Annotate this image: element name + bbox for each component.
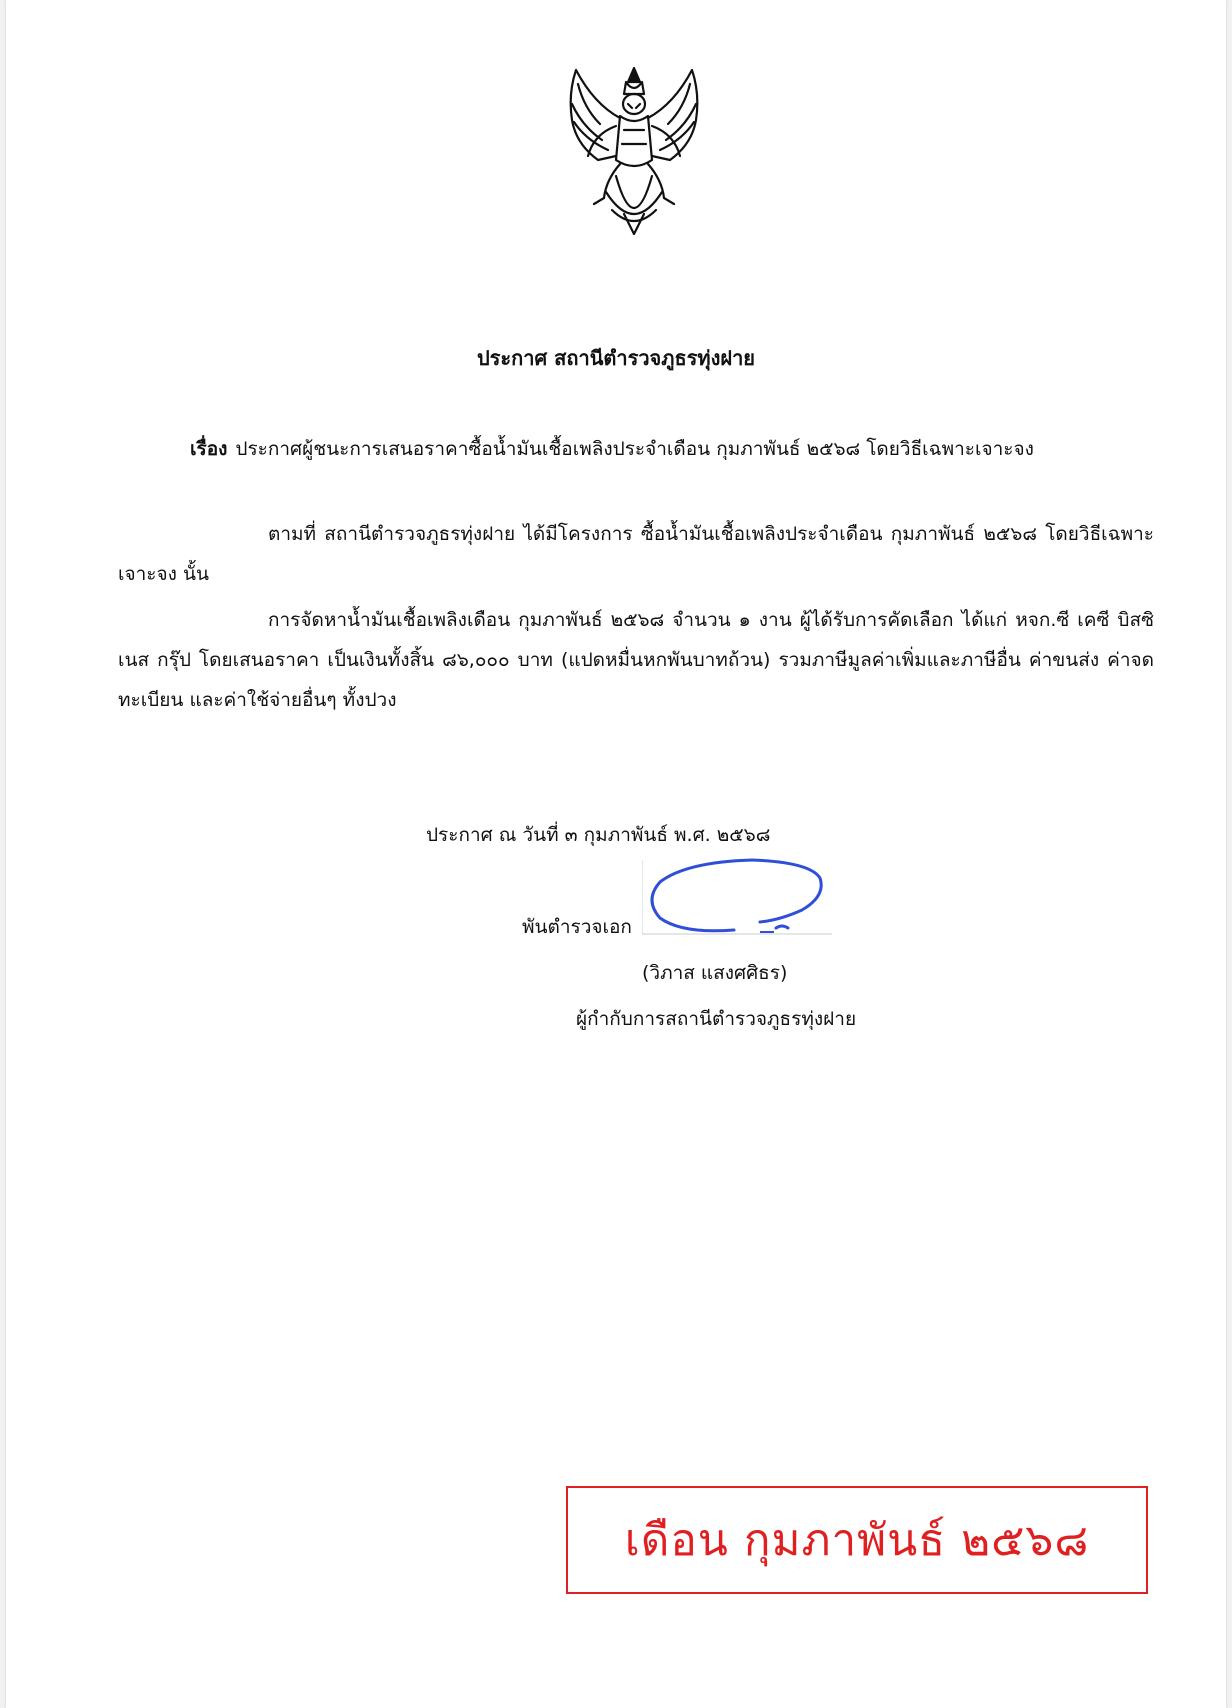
signer-name: (วิภาส แสงศศิธร) — [642, 962, 788, 984]
announcement-title: ประกาศ สถานีตำรวจภูธรทุ่งฝาย — [476, 346, 756, 370]
document-page — [6, 0, 1226, 1708]
subject-text: ประกาศผู้ชนะการเสนอราคาซื้อน้ำมันเชื้อเพลิงประจำเดือน กุมภาพันธ์ ๒๕๖๘ โดยวิธีเฉพาะเจาะจง — [235, 438, 1034, 460]
announcement-date: ประกาศ ณ วันที่ ๓ กุมภาพันธ์ พ.ศ. ๒๕๖๘ — [426, 824, 771, 846]
subject-line — [190, 434, 1034, 464]
month-stamp — [566, 1486, 1148, 1594]
subject-label: เรื่อง — [190, 438, 228, 460]
month-stamp-text: เดือน กุมภาพันธ์ ๒๕๖๘ — [624, 1515, 1090, 1566]
body-paragraph-2 — [118, 600, 1154, 720]
signer-rank: พันตำรวจเอก — [522, 916, 632, 938]
handwritten-signature — [642, 856, 842, 936]
garuda-emblem-icon — [554, 64, 714, 240]
signer-position: ผู้กำกับการสถานีตำรวจภูธรทุ่งฝาย — [576, 1008, 857, 1030]
body-paragraph-1 — [118, 514, 1154, 594]
paragraph-1-text: ตามที่ สถานีตำรวจภูธรทุ่งฝาย ได้มีโครงการ ซื้อน้ำมันเชื้อเพลิงประจำเดือน กุมภาพันธ์ ๒๕๖๘ โดยวิธีเฉพาะเจาะจง นั้น — [118, 523, 1154, 585]
paragraph-2-text: การจัดหาน้ำมันเชื้อเพลิงเดือน กุมภาพันธ์ ๒๕๖๘ จำนวน ๑ งาน ผู้ได้รับการคัดเลือก ได้แก่ หจก.ซี เคซี บิสซิเนส กรุ๊ป โดยเสนอราคา เป็นเงินทั้งสิ้น ๘๖,๐๐๐ บาท (แปดหมื่นหกพันบาทถ้วน) รวมภาษีมูลค่าเพิ่มและภาษีอื่น ค่าขนส่ง ค่าจดทะเบียน และค่าใช้จ่ายอื่นๆ ทั้งปวง — [118, 609, 1154, 711]
